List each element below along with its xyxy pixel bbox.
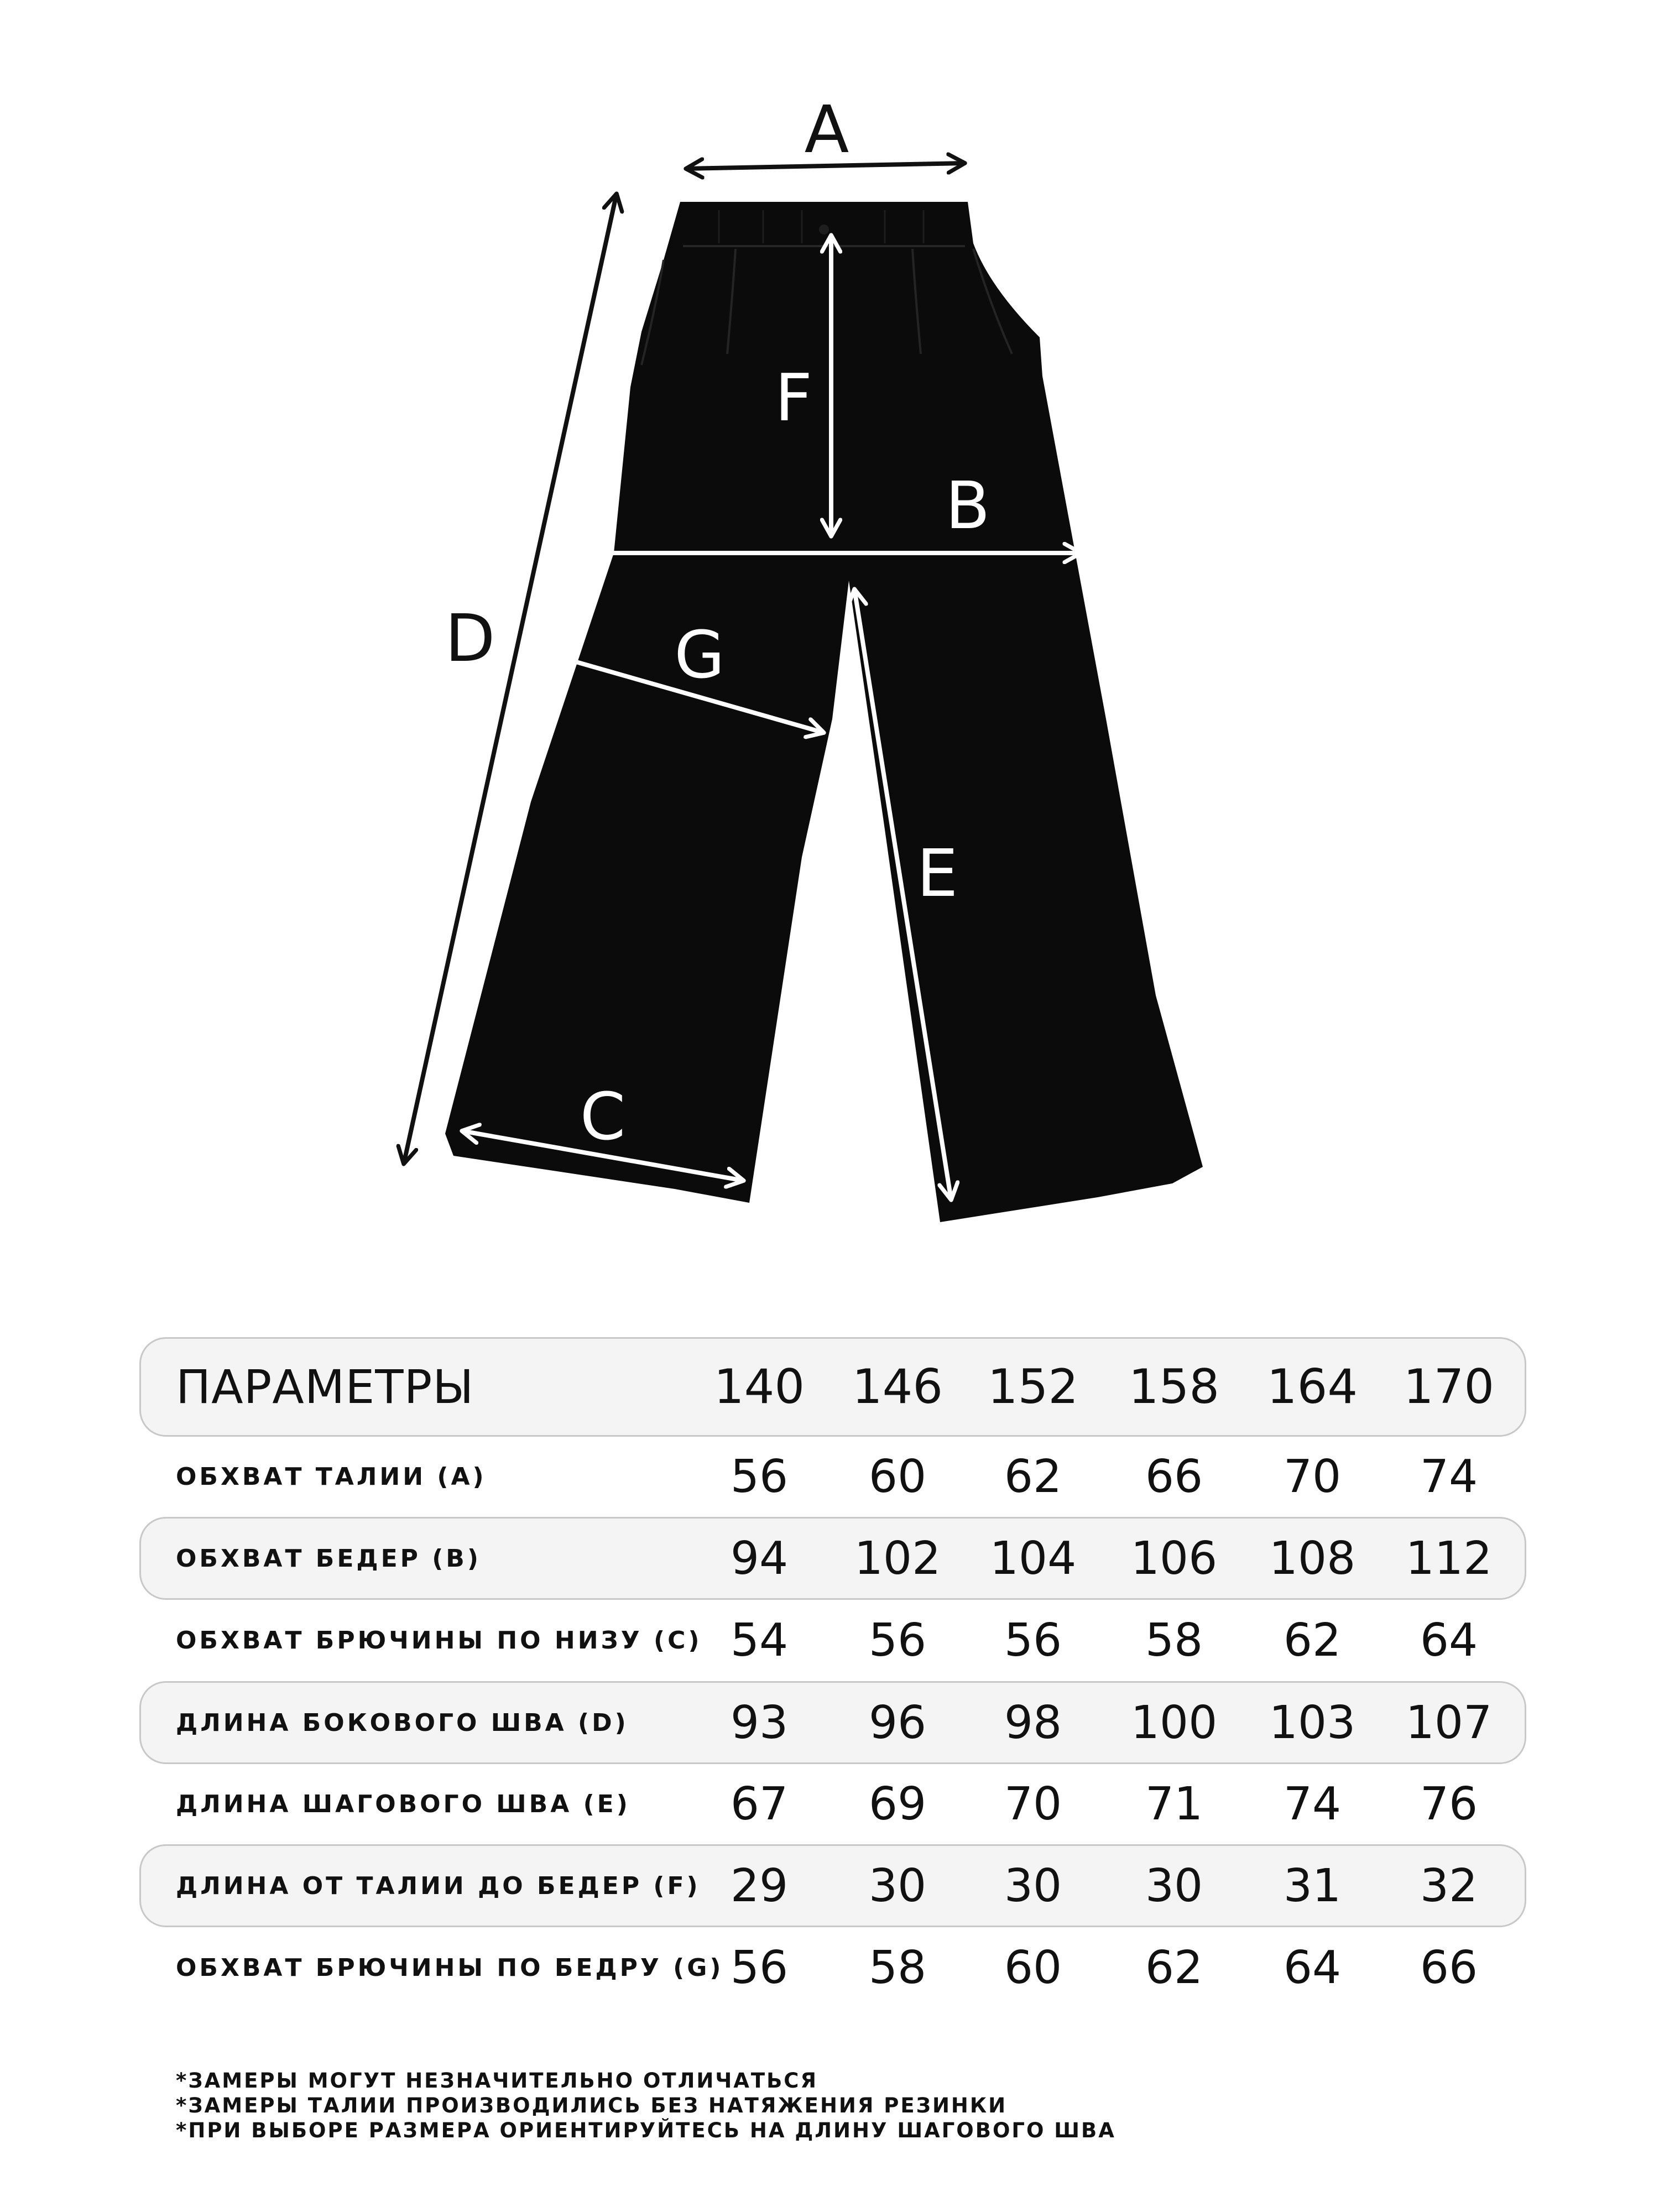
cell-value: 30 [868, 1859, 927, 1912]
cell-value: 67 [730, 1777, 789, 1830]
table-row [139, 1681, 1526, 1764]
size-header: 146 [852, 1359, 943, 1415]
cell-value: 76 [1420, 1777, 1478, 1830]
cell-value: 66 [1145, 1450, 1203, 1503]
table-row [139, 1926, 1526, 2009]
cell-value: 108 [1269, 1532, 1356, 1585]
table-header-row [139, 1337, 1526, 1437]
header-label: ПАРАМЕТРЫ [176, 1360, 474, 1414]
cell-value: 54 [730, 1614, 789, 1667]
cell-value: 58 [868, 1941, 927, 1994]
label-c: C [580, 1078, 626, 1155]
cell-value: 100 [1130, 1696, 1218, 1749]
footnote: *ПРИ ВЫБОРЕ РАЗМЕРА ОРИЕНТИРУЙТЕСЬ НА ДЛИНУ ШАГОВОГО ШВА [176, 2119, 1116, 2142]
label-b: B [945, 467, 990, 544]
row-label: ОБХВАТ БРЮЧИНЫ ПО БЕДРУ (G) [176, 1953, 724, 1982]
row-label: ДЛИНА ОТ ТАЛИИ ДО БЕДЕР (F) [176, 1871, 701, 1900]
label-a: A [804, 91, 849, 168]
cell-value: 66 [1420, 1941, 1478, 1994]
row-label: ДЛИНА БОКОВОГО ШВА (D) [176, 1708, 629, 1737]
cell-value: 30 [1004, 1859, 1062, 1912]
row-label: ОБХВАТ БЕДЕР (B) [176, 1544, 481, 1573]
footnote: *ЗАМЕРЫ ТАЛИИ ПРОИЗВОДИЛИСЬ БЕЗ НАТЯЖЕНИЯ РЕЗИНКИ [176, 2094, 1008, 2117]
cell-value: 58 [1145, 1614, 1203, 1667]
footnotes [176, 2068, 1116, 2143]
size-header: 140 [713, 1359, 805, 1415]
table-row [139, 1435, 1526, 1518]
button [819, 225, 829, 234]
size-header: 170 [1403, 1359, 1495, 1415]
cell-value: 70 [1283, 1450, 1342, 1503]
cell-value: 93 [730, 1696, 789, 1749]
trousers-silhouette [445, 202, 1203, 1222]
cell-value: 60 [1004, 1941, 1062, 1994]
table-row [139, 1844, 1526, 1927]
cell-value: 94 [730, 1532, 789, 1585]
footnote: *ЗАМЕРЫ МОГУТ НЕЗНАЧИТЕЛЬНО ОТЛИЧАТЬСЯ [176, 2069, 818, 2093]
table-row [139, 1762, 1526, 1845]
cell-value: 112 [1405, 1532, 1493, 1585]
cell-value: 104 [989, 1532, 1077, 1585]
cell-value: 56 [730, 1450, 789, 1503]
size-header: 152 [987, 1359, 1079, 1415]
label-g: G [674, 617, 725, 693]
cell-value: 62 [1283, 1614, 1342, 1667]
cell-value: 31 [1283, 1859, 1342, 1912]
cell-value: 56 [868, 1614, 927, 1667]
cell-value: 70 [1004, 1777, 1062, 1830]
cell-value: 103 [1269, 1696, 1356, 1749]
cell-value: 107 [1405, 1696, 1493, 1749]
cell-value: 62 [1145, 1941, 1203, 1994]
cell-value: 60 [868, 1450, 927, 1503]
cell-value: 69 [868, 1777, 927, 1830]
table-row [139, 1599, 1526, 1682]
label-d: D [445, 600, 495, 676]
cell-value: 96 [868, 1696, 927, 1749]
cell-value: 64 [1420, 1614, 1478, 1667]
cell-value: 56 [1004, 1614, 1062, 1667]
cell-value: 98 [1004, 1696, 1062, 1749]
cell-value: 62 [1004, 1450, 1062, 1503]
cell-value: 56 [730, 1941, 789, 1994]
cell-value: 30 [1145, 1859, 1203, 1912]
row-label: ДЛИНА ШАГОВОГО ШВА (E) [176, 1790, 630, 1818]
cell-value: 32 [1420, 1859, 1478, 1912]
cell-value: 29 [730, 1859, 789, 1912]
table-row [139, 1517, 1526, 1600]
cell-value: 71 [1145, 1777, 1203, 1830]
trousers-body [445, 202, 1203, 1222]
cell-value: 74 [1283, 1777, 1342, 1830]
cell-value: 102 [854, 1532, 941, 1585]
label-e: E [916, 835, 958, 911]
size-header: 164 [1266, 1359, 1358, 1415]
row-label: ОБХВАТ БРЮЧИНЫ ПО НИЗУ (C) [176, 1626, 702, 1655]
cell-value: 106 [1130, 1532, 1218, 1585]
cell-value: 74 [1420, 1450, 1478, 1503]
cell-value: 64 [1283, 1941, 1342, 1994]
size-header: 158 [1128, 1359, 1220, 1415]
label-f: F [775, 359, 812, 436]
row-label: ОБХВАТ ТАЛИИ (A) [176, 1462, 487, 1491]
